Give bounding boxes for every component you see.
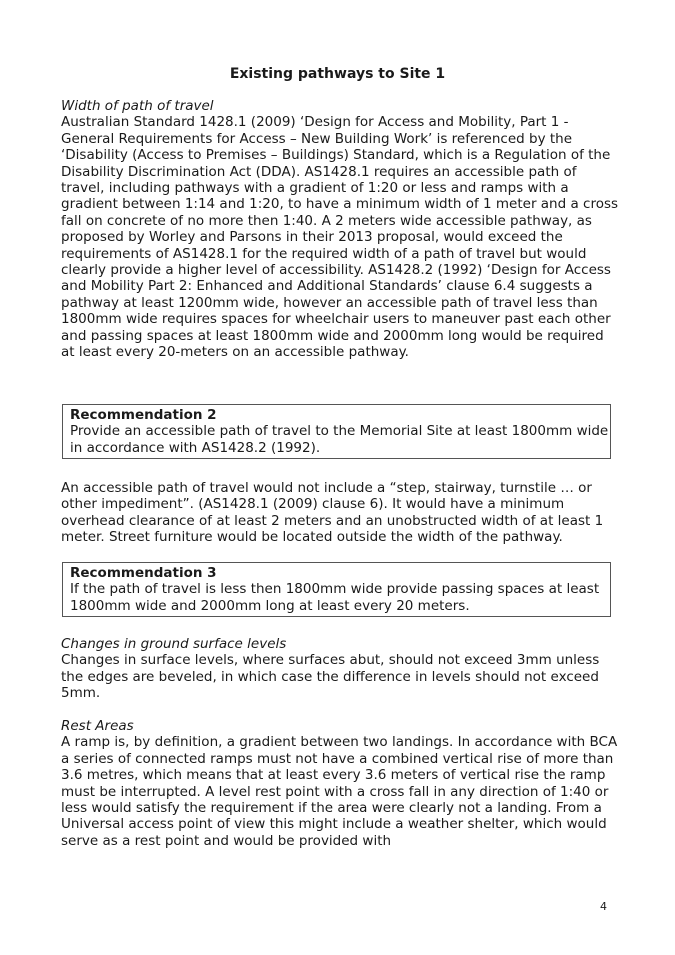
section-accessible-path <box>61 480 621 546</box>
page-number: 4 <box>600 900 607 913</box>
section-body: An accessible path of travel would not include a “step, stairway, turnstile … or other impediment”. (AS1428.1 (2009) clause 6). It would have a minimum overhead clearance of at least 2 meters and an unobstructed width of at least 1 meter. Street furniture would be located outside the width of the pathway. <box>61 480 604 546</box>
section-body: Australian Standard 1428.1 (2009) ‘Design for Access and Mobility, Part 1 - General Requirements for Access – New Building Work’ is referenced by the ‘Disability (Access to Premises – Buildings) Standard, which is a Regulation of the Disability Discrimination Act (DDA). AS1428.1 requires an accessible path of travel, including pathways with a gradient of 1:20 or less and ramps with a gradient between 1:14 and 1:20, to have a minimum width of 1 meter and a cross fall on concrete of no more then 1:40. A 2 meters wide accessible pathway, as proposed by Worley and Parsons in their 2013 proposal, would exceed the requirements of AS1428.1 for the required width of a path of travel but would clearly provide a higher level of accessibility. AS1428.2 (1992) ‘Design for Access and Mobility Part 2: Enhanced and Additional Standards’ clause 6.4 suggests a pathway at least 1200mm wide, however an accessible path of travel less than 1800mm wide requires spaces for wheelchair users to maneuver past each other and passing spaces at least 1800mm wide and 2000mm long would be required at least every 20-meters on an accessible pathway. <box>61 114 619 361</box>
section-heading: Rest Areas <box>61 718 134 734</box>
section-surface-levels <box>61 636 621 702</box>
recommendation-title: Recommendation 3 <box>70 565 217 581</box>
page-title: Existing pathways to Site 1 <box>229 66 446 82</box>
section-rest-areas <box>61 718 621 849</box>
section-heading: Width of path of travel <box>61 98 214 114</box>
section-heading: Changes in ground surface levels <box>61 636 287 652</box>
recommendation-text: If the path of travel is less then 1800mm wide provide passing spaces at least 1800mm wide and 2000mm long at least every 20 meters. <box>70 581 600 614</box>
recommendation-box <box>62 404 611 459</box>
recommendation-box <box>62 562 611 617</box>
section-width-of-path <box>61 98 621 361</box>
section-body: Changes in surface levels, where surfaces abut, should not exceed 3mm unless the edges are beveled, in which case the difference in levels should not exceed 5mm. <box>61 652 600 702</box>
recommendation-text: Provide an accessible path of travel to the Memorial Site at least 1800mm wide in accordance with AS1428.2 (1992). <box>70 423 609 456</box>
recommendation-title: Recommendation 2 <box>70 407 217 423</box>
section-body: A ramp is, by definition, a gradient between two landings. In accordance with BCA a series of connected ramps must not have a combined vertical rise of more than 3.6 metres, which means that at least every 3.6 meters of vertical rise the ramp must be interrupted. A level rest point with a cross fall in any direction of 1:40 or less would satisfy the requirement if the area were clearly not a landing. From a Universal access point of view this might include a weather shelter, which would serve as a rest point and would be provided with <box>61 734 618 849</box>
